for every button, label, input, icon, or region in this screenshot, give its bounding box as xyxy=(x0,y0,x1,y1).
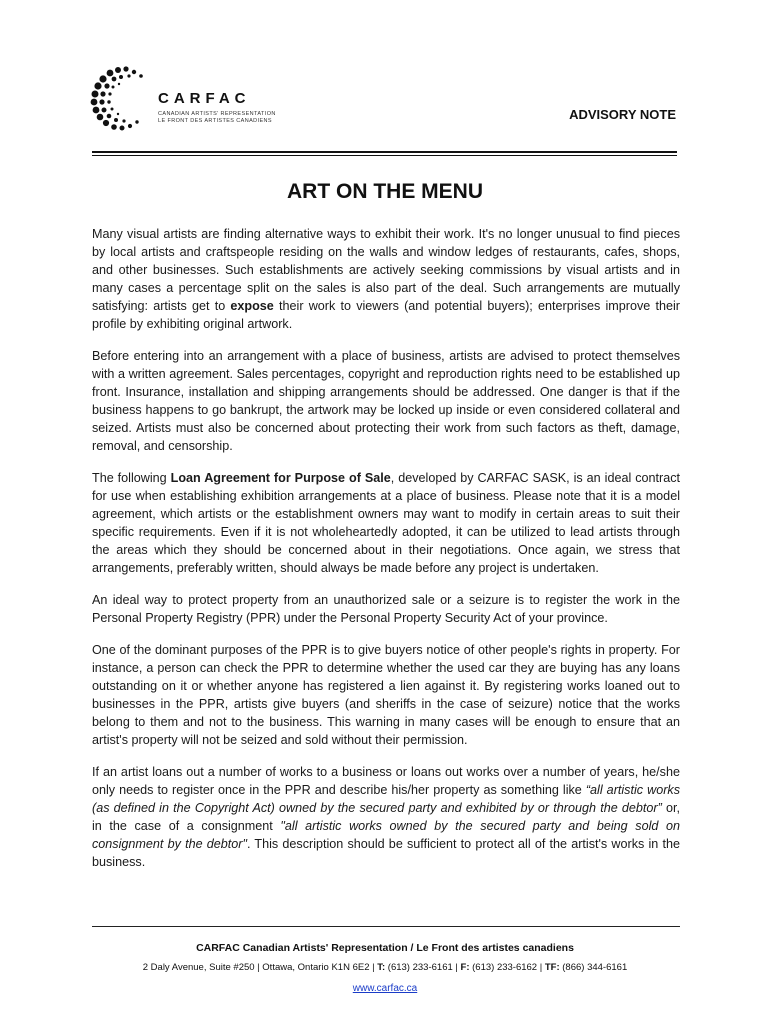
footer-organization: CARFAC Canadian Artists' Representation / Le Front des artistes canadiens xyxy=(196,942,574,954)
carfac-dots-icon xyxy=(88,64,152,134)
document-body xyxy=(92,225,680,885)
brand-tagline-en: CANADIAN ARTISTS' REPRESENTATION xyxy=(158,111,276,117)
carfac-logo xyxy=(88,64,288,134)
paragraph-intro: Many visual artists are finding alternative ways to exhibit their work. It's no longer unusual to find pieces by local artists and craftspeople residing on the walls and window ledges of restaurants, cafes, shops, and other businesses. Such establishments are actively seeking commissions by visual artists and in many cases a percentage split on the sales is also part of the deal. Such arrangements are mutually satisfying: artists get to expose their work to viewers (and potential buyers); enterprises improve their profile by exhibiting original artwork. xyxy=(92,227,681,331)
paragraph-loan-agreement: The following Loan Agreement for Purpose of Sale, developed by CARFAC SASK, is an ideal contract for use when establishing exhibition arrangements at a place of business. Please note that it is a model agreement, which artists or the establishment owners may want to modify in certain areas to suit their specific requirements. Even if it is not wholeheartedly adopted, it can be utilized to lead artists through the areas which they should be concerned about in their negotiations. Once again, we stress that arrangements, preferably written, should always be made before any project is undertaken. xyxy=(92,471,681,575)
page-title: ART ON THE MENU xyxy=(287,180,483,203)
footer-divider xyxy=(92,926,680,927)
paragraph-ppr-purpose: One of the dominant purposes of the PPR is to give buyers notice of other people's rights in property. For instance, a person can check the PPR to determine whether the used car they are buying has any loans outstanding on it or whether anyone has registered a lien against it. By registering works loaned out to businesses in the PPR, artists give buyers (and sheriffs in the case of seizure) notice that the works belong to them and not to the business. This warning in many cases will be enough to ensure that an artist's property will not be seized and sold without their permission. xyxy=(92,643,680,747)
header-divider xyxy=(92,151,677,157)
brand-name: CARFAC xyxy=(158,90,251,107)
brand-tagline-fr: LE FRONT DES ARTISTES CANADIENS xyxy=(158,118,272,124)
paragraph-registration: If an artist loans out a number of works to a business or loans out works over a number of years, he/she only needs to register once in the PPR and describe his/her property as something like “all artistic works (as defined in the Copyright Act) owned by the secured party and exhibited by or through the debtor” or, in the case of a consignment "all artistic works owned by the secured party and being sold on consignment by the debtor". This description should be sufficient to protect all of the artist's works in the business. xyxy=(92,765,680,869)
paragraph-agreement: Before entering into an arrangement with a place of business, artists are advised to protect themselves with a written agreement. Sales percentages, copyright and reproduction rights need to be established up front. Insurance, installation and shipping arrangements should be addressed. One danger is that if the business happens to go bankrupt, the artwork may be locked up inside or even considered collateral and seized. Artists must also be concerned about protecting their work from such factors as theft, damage, removal, and censorship. xyxy=(92,349,680,453)
paragraph-ppr: An ideal way to protect property from an unauthorized sale or a seizure is to register the work in the Personal Property Registry (PPR) under the Personal Property Security Act of your province. xyxy=(92,593,680,625)
website-link[interactable]: www.carfac.ca xyxy=(352,983,418,994)
footer-website xyxy=(0,983,770,994)
advisory-note-label: ADVISORY NOTE xyxy=(569,107,676,122)
footer-contact: 2 Daly Avenue, Suite #250 | Ottawa, Ontario K1N 6E2 | T: (613) 233-6161 | F: (613) 233-6162 | TF: (866) 344-6161 xyxy=(142,962,628,973)
